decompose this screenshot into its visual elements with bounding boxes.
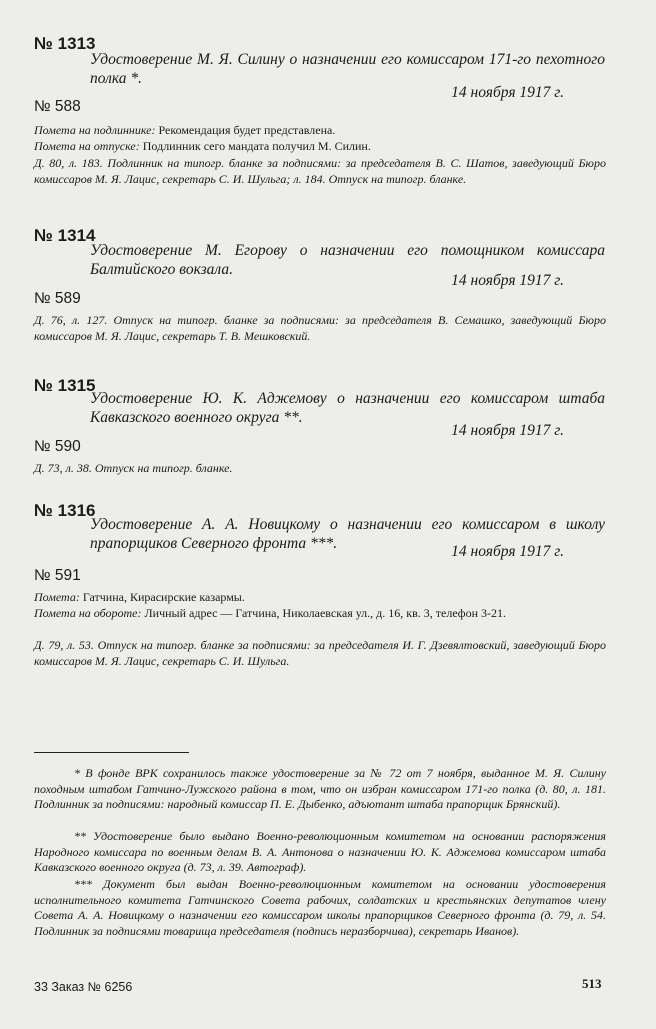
page-number: 513: [582, 976, 602, 991]
entry-sub-number: № 588: [34, 98, 81, 115]
entry-archive-note: Д. 73, л. 38. Отпуск на типогр. бланке.: [34, 461, 233, 475]
entry-title: Удостоверение М. Я. Силину о назначении его комиссаром 171-го пехотного полка *.: [90, 51, 605, 87]
entry-date: 14 ноября 1917 г.: [451, 543, 564, 560]
entry-archive-note: Д. 76, л. 127. Отпуск на типогр. бланке за подписями: за председателя В. Семашко, заведующий Бюро комиссаров М. Я. Лацис, секретарь Т. В. Мешковский.: [34, 313, 606, 343]
entry-note: Помета: Гатчина, Кирасирские казармы.: [34, 590, 245, 604]
entry-number: № 1314: [34, 226, 96, 245]
entry-number: № 1313: [34, 34, 96, 53]
entry-title: Удостоверение Ю. К. Аджемову о назначении его комиссаром штаба Кавказского военного округа **.: [90, 390, 605, 426]
entry-archive-note: Д. 80, л. 183. Подлинник на типогр. бланке за подписями: за председателя В. С. Шатов, заведующий Бюро комиссаров М. Я. Лацис, секретарь С. И. Шульга; л. 184. Отпуск на типогр. бланке.: [34, 156, 606, 186]
footnote-1: * В фонде ВРК сохранилось также удостоверение за № 72 от 7 ноября, выданное М. Я. Силину походным штабом Гатчино-Лужского района в том, что он избран комиссаром 171-го полка (д. 80, л. 181. Подлинник за подписями: народный комиссар П. Е. Дыбенко, адъютант штаба прапорщик Брянский).: [34, 766, 606, 811]
print-order-number: 33 Заказ № 6256: [34, 980, 133, 994]
entry-archive-note: Д. 79, л. 53. Отпуск на типогр. бланке за подписями: за председателя И. Г. Дзевялтовский, заведующий Бюро комиссаров М. Я. Лацис, секретарь С. И. Шульга.: [34, 638, 606, 668]
entry-number: № 1316: [34, 501, 96, 520]
entry-title: Удостоверение М. Егорову о назначении его помощником комиссара Балтийского вокзала.: [90, 242, 605, 278]
entry-sub-number: № 591: [34, 567, 81, 584]
entry-sub-number: № 589: [34, 290, 81, 307]
footnote-3: *** Документ был выдан Военно-революционным комитетом на основании удостоверения исполнительного комитета Гатчинского Совета рабочих, солдатских и крестьянских депутатов члену Совета А. А. Новицкому о назначении его комиссаром школы прапорщиков Северного фронта (д. 79, л. 54. Подлинник за подписями товарища председателя (подпись неразборчива), секретарь Иванов).: [34, 877, 606, 938]
footnote-2: ** Удостоверение было выдано Военно-революционным комитетом на основании распоряжения Народного комиссара по военным делам В. А. Антонова о назначении Ю. К. Аджемова комиссаром штаба Кавказского военного округа (д. 73, л. 39. Автограф).: [34, 829, 606, 874]
entry-date: 14 ноября 1917 г.: [451, 422, 564, 439]
entry-date: 14 ноября 1917 г.: [451, 272, 564, 289]
entry-note: Помета на отпуске: Подлинник сего мандата получил М. Силин.: [34, 139, 371, 153]
entry-note: Помета на подлиннике: Рекомендация будет представлена.: [34, 123, 336, 137]
footnote-rule: [34, 752, 189, 753]
entry-sub-number: № 590: [34, 438, 81, 455]
entry-note: Помета на обороте: Личный адрес — Гатчина, Николаевская ул., д. 16, кв. 3, телефон 3-21.: [34, 606, 506, 620]
entry-date: 14 ноября 1917 г.: [451, 84, 564, 101]
entry-number: № 1315: [34, 376, 96, 395]
entry-title: Удостоверение А. А. Новицкому о назначении его комиссаром в школу прапорщиков Северного фронта ***.: [90, 516, 605, 552]
